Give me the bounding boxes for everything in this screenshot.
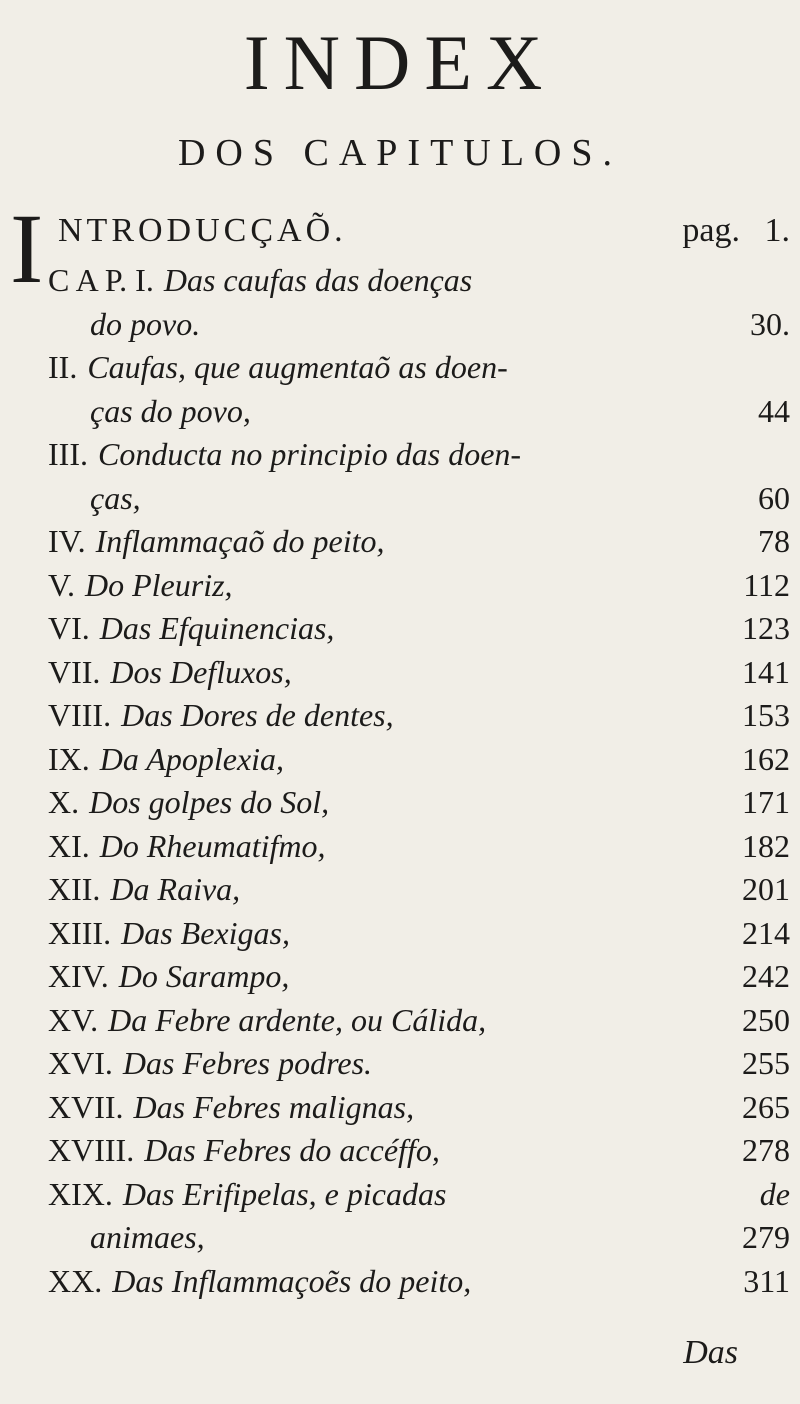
chapter-number: XVI. bbox=[48, 1045, 113, 1081]
index-entry bbox=[48, 519, 790, 563]
page-number: 250 bbox=[742, 1002, 790, 1038]
index-entry bbox=[90, 389, 790, 433]
chapter-title: Do Pleuriz, bbox=[84, 567, 233, 603]
chapter-title: Da Raiva, bbox=[110, 871, 241, 907]
index-entry bbox=[48, 258, 790, 302]
chapter-title: ças, bbox=[90, 480, 141, 516]
index-entry bbox=[48, 1041, 790, 1085]
chapter-number: XIII. bbox=[48, 915, 112, 951]
page-number: 214 bbox=[742, 915, 790, 951]
page-number: 44 bbox=[758, 393, 790, 429]
page-number: 311 bbox=[743, 1263, 790, 1299]
chapter-title: Dos Defluxos, bbox=[110, 654, 292, 690]
chapter-number: XVIII. bbox=[48, 1132, 135, 1168]
chapter-title: Dos golpes do Sol, bbox=[89, 784, 330, 820]
page-number: 182 bbox=[742, 828, 790, 864]
chapter-title: Das Febres malignas, bbox=[133, 1089, 415, 1125]
chapter-number: X. bbox=[48, 784, 80, 820]
index-entry bbox=[90, 302, 790, 346]
page-number: 242 bbox=[742, 958, 790, 994]
index-entry bbox=[48, 1172, 790, 1216]
chapter-title: Das Dores de dentes, bbox=[121, 697, 394, 733]
chapter-title: Do Sarampo, bbox=[118, 958, 290, 994]
chapter-title: Inflammaçaõ do peito, bbox=[95, 523, 385, 559]
index-entry bbox=[48, 345, 790, 389]
index-entry bbox=[48, 693, 790, 737]
page-number: 201 bbox=[742, 871, 790, 907]
chapter-number: VII. bbox=[48, 654, 101, 690]
page-number: 30. bbox=[750, 306, 790, 342]
index-entry bbox=[48, 780, 790, 824]
chapter-number: C A P. I. bbox=[48, 262, 154, 298]
page-number: 162 bbox=[742, 741, 790, 777]
catchword: Das bbox=[683, 1334, 738, 1371]
page-subtitle: DOS CAPITULOS. bbox=[177, 132, 623, 174]
index-entry bbox=[48, 824, 790, 868]
index-entry bbox=[48, 606, 790, 650]
page-number: 279 bbox=[742, 1219, 790, 1255]
page-number: 123 bbox=[742, 610, 790, 646]
chapter-number: XI. bbox=[48, 828, 90, 864]
chapter-number: VI. bbox=[48, 610, 90, 646]
index-entry bbox=[48, 737, 790, 781]
index-entry bbox=[48, 1128, 790, 1172]
page-number: 112 bbox=[743, 567, 790, 603]
index-entry bbox=[48, 563, 790, 607]
index-entry bbox=[48, 998, 790, 1042]
intro-page-number: 1. bbox=[764, 212, 790, 249]
intro-text: NTRODUCÇAÕ. bbox=[58, 212, 347, 249]
index-entry bbox=[90, 476, 790, 520]
index-entry bbox=[48, 432, 790, 476]
chapter-title: Das Efquinencias, bbox=[99, 610, 335, 646]
chapter-title: ças do povo, bbox=[90, 393, 251, 429]
page-number: 171 bbox=[742, 784, 790, 820]
index-entry bbox=[48, 1085, 790, 1129]
chapter-number: XIV. bbox=[48, 958, 109, 994]
chapter-title: Das Febres podres. bbox=[122, 1045, 373, 1081]
page-number: 255 bbox=[742, 1045, 790, 1081]
page-number: 265 bbox=[742, 1089, 790, 1125]
page-number: 78 bbox=[758, 523, 790, 559]
page-number: 153 bbox=[742, 697, 790, 733]
chapter-title: Das Inflammaçoẽs do peito, bbox=[112, 1263, 472, 1299]
page-title: INDEX bbox=[243, 19, 557, 106]
chapter-title: animaes, bbox=[90, 1219, 205, 1255]
chapter-title: Do Rheumatifmo, bbox=[99, 828, 326, 864]
page-number: 278 bbox=[742, 1132, 790, 1168]
chapter-title: Das Febres do accéffo, bbox=[144, 1132, 440, 1168]
chapter-title: do povo. bbox=[90, 306, 201, 342]
chapter-number: V. bbox=[48, 567, 75, 603]
page-number: 60 bbox=[758, 480, 790, 516]
chapter-title: Da Apoplexia, bbox=[99, 741, 285, 777]
index-entry bbox=[48, 650, 790, 694]
chapter-number: IX. bbox=[48, 741, 90, 777]
index-entry bbox=[48, 1259, 790, 1303]
index-entry bbox=[48, 954, 790, 998]
drop-cap: I bbox=[10, 193, 44, 304]
index-entry bbox=[90, 1215, 790, 1259]
chapter-number: XIX. bbox=[48, 1176, 113, 1212]
chapter-number: XV. bbox=[48, 1002, 99, 1038]
chapter-title: Das Bexigas, bbox=[121, 915, 290, 951]
index-entry bbox=[48, 867, 790, 911]
chapter-title: Conducta no principio das doen- bbox=[97, 436, 522, 472]
chapter-title: Das Erifipelas, e picadas bbox=[122, 1176, 447, 1212]
page-number: de bbox=[759, 1176, 790, 1212]
chapter-number: XVII. bbox=[48, 1089, 124, 1125]
chapter-title: Das caufas das doenças bbox=[163, 262, 473, 298]
chapter-number: XII. bbox=[48, 871, 101, 907]
chapter-number: IV. bbox=[48, 523, 86, 559]
chapter-number: III. bbox=[48, 436, 88, 472]
chapter-title: Caufas, que augmentaõ as doen- bbox=[87, 349, 508, 385]
chapter-number: VIII. bbox=[48, 697, 112, 733]
chapter-number: XX. bbox=[48, 1263, 103, 1299]
intro-page-label: pag. bbox=[682, 212, 740, 249]
chapter-number: II. bbox=[48, 349, 78, 385]
index-entry bbox=[48, 911, 790, 955]
page-number: 141 bbox=[742, 654, 790, 690]
chapter-title: Da Febre ardente, ou Cálida, bbox=[108, 1002, 487, 1038]
